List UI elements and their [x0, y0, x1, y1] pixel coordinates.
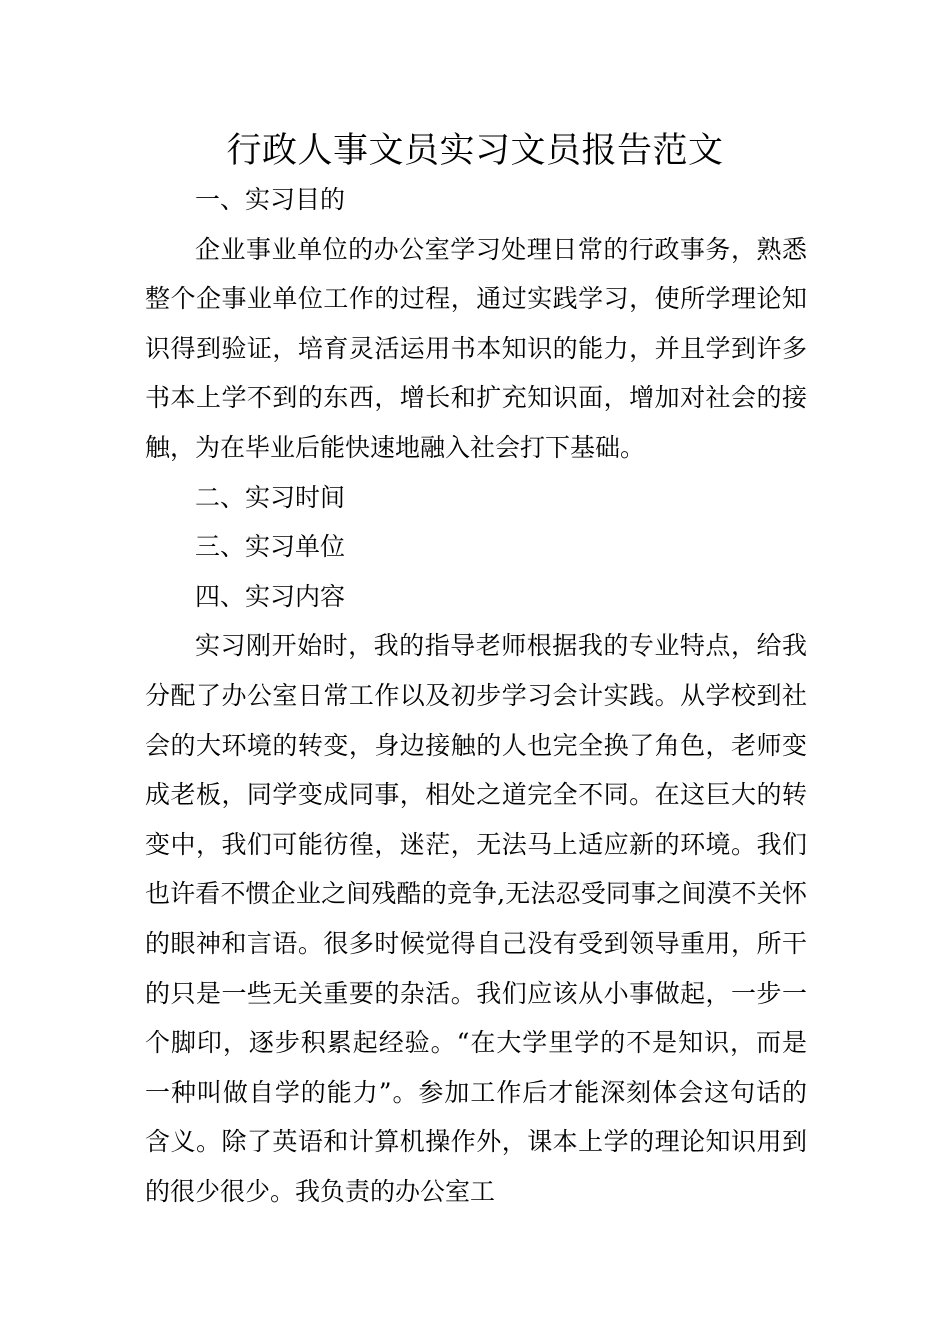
heading-purpose: 一、实习目的 [195, 185, 346, 214]
paragraph-content: 实习刚开始时，我的指导老师根据我的专业特点，给我分配了办公室日常工作以及初步学习会计实践。从学校到社会的大环境的转变，身边接触的人也完全换了角色，老师变成老板，同学变成同事，相处之道完全不同。在这巨大的转变中，我们可能彷徨，迷茫，无法马上适应新的环境。我们也许看不惯企业之间残酷的竞争,无法忍受同事之间漠不关怀的眼神和言语。很多时候觉得自己没有受到领导重用，所干的只是一些无关重要的杂活。我们应该从小事做起，一步一个脚印，逐步积累起经验。“在大学里学的不是知识，而是一种叫做自学的能力”。参加工作后才能深刻体会这句话的含义。除了英语和计算机操作外，课本上学的理论知识用到的很少很少。我负责的办公室工 [145, 631, 807, 1206]
paragraph-purpose: 企业事业单位的办公室学习处理日常的行政事务，熟悉整个企事业单位工作的过程，通过实践学习，使所学理论知识得到验证，培育灵活运用书本知识的能力，并且学到许多书本上学不到的东西，增长和扩充知识面，增加对社会的接触，为在毕业后能快速地融入社会打下基础。 [145, 234, 807, 462]
document-body [145, 175, 807, 1216]
heading-content: 四、实习内容 [195, 581, 346, 611]
heading-unit: 三、实习单位 [195, 532, 346, 562]
document-title: 行政人事文员实习文员报告范文 [226, 131, 724, 171]
heading-time: 二、实习时间 [195, 482, 346, 512]
